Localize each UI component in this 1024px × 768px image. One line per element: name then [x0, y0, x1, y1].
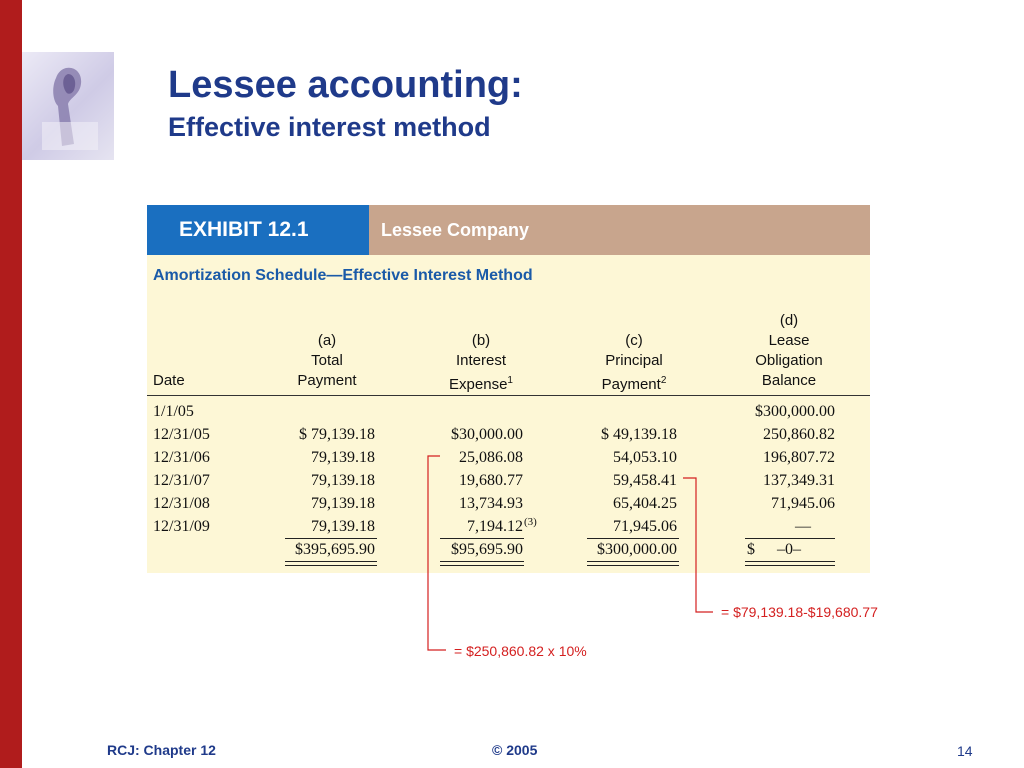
cell-principal-payment: 65,404.25: [613, 495, 677, 512]
cell-date: 12/31/05: [153, 426, 210, 443]
cell-principal-payment: 54,053.10: [613, 449, 677, 466]
total-payment-sum: $395,695.90: [295, 541, 375, 558]
cell-date: 12/31/09: [153, 518, 210, 535]
cell-interest-expense: 7,194.12: [467, 518, 523, 535]
header-date: Date: [153, 372, 185, 389]
principal-calculation-note: = $79,139.18-$19,680.77: [721, 604, 878, 620]
cell-total-payment: 79,139.18: [311, 472, 375, 489]
footer-chapter: RCJ: Chapter 12: [107, 742, 216, 758]
cell-interest-expense: $30,000.00: [451, 426, 523, 443]
cell-total-payment: 79,139.18: [311, 449, 375, 466]
page-number: 14: [957, 743, 973, 759]
interest-callout-bracket: [428, 456, 446, 650]
interest-calculation-note: = $250,860.82 x 10%: [454, 643, 587, 659]
cell-date: 1/1/05: [153, 403, 194, 420]
header-total-payment: (a) Total Payment: [297, 332, 357, 389]
cell-principal-payment: 71,945.06: [613, 518, 677, 535]
cell-total-payment: 79,139.18: [311, 495, 375, 512]
principal-callout-bracket: [683, 478, 713, 612]
cell-balance: 250,860.82: [763, 426, 835, 443]
cell-balance: —: [795, 518, 811, 535]
interest-expense-sum: $95,695.90: [451, 541, 523, 558]
exhibit-subtitle: Amortization Schedule—Effective Interest Method: [153, 267, 533, 284]
exhibit-company-name: Lessee Company: [369, 205, 870, 255]
slide-title: Lessee accounting:: [168, 64, 523, 106]
header-lease-obligation-balance: (d) Lease Obligation Balance: [755, 312, 823, 389]
cell-interest-expense: 25,086.08: [459, 449, 523, 466]
cell-interest-expense: 19,680.77: [459, 472, 523, 489]
footer-copyright: © 2005: [492, 742, 538, 758]
exhibit-label: EXHIBIT 12.1: [147, 205, 369, 255]
cell-balance: 137,349.31: [763, 472, 835, 489]
cell-balance: 196,807.72: [763, 449, 835, 466]
cell-interest-expense: 13,734.93: [459, 495, 523, 512]
cell-total-payment: 79,139.18: [311, 518, 375, 535]
footnote-3: (3): [524, 516, 537, 528]
cell-date: 12/31/07: [153, 472, 210, 489]
header-interest-expense: (b) Interest Expense$^1$: [449, 332, 513, 393]
principal-payment-sum: $300,000.00: [597, 541, 677, 558]
cell-balance: 71,945.06: [771, 495, 835, 512]
cell-principal-payment: 59,458.41: [613, 472, 677, 489]
balance-sum-sign: $: [747, 541, 755, 558]
balance-sum: –0–: [777, 541, 801, 558]
cell-principal-payment: $ 49,139.18: [601, 426, 677, 443]
slide-subtitle: Effective interest method: [168, 112, 491, 142]
cell-date: 12/31/06: [153, 449, 210, 466]
cell-total-payment: $ 79,139.18: [299, 426, 375, 443]
cell-date: 12/31/08: [153, 495, 210, 512]
cell-balance: $300,000.00: [755, 403, 835, 420]
header-principal-payment: (c) Principal Payment$^2$: [601, 332, 667, 393]
